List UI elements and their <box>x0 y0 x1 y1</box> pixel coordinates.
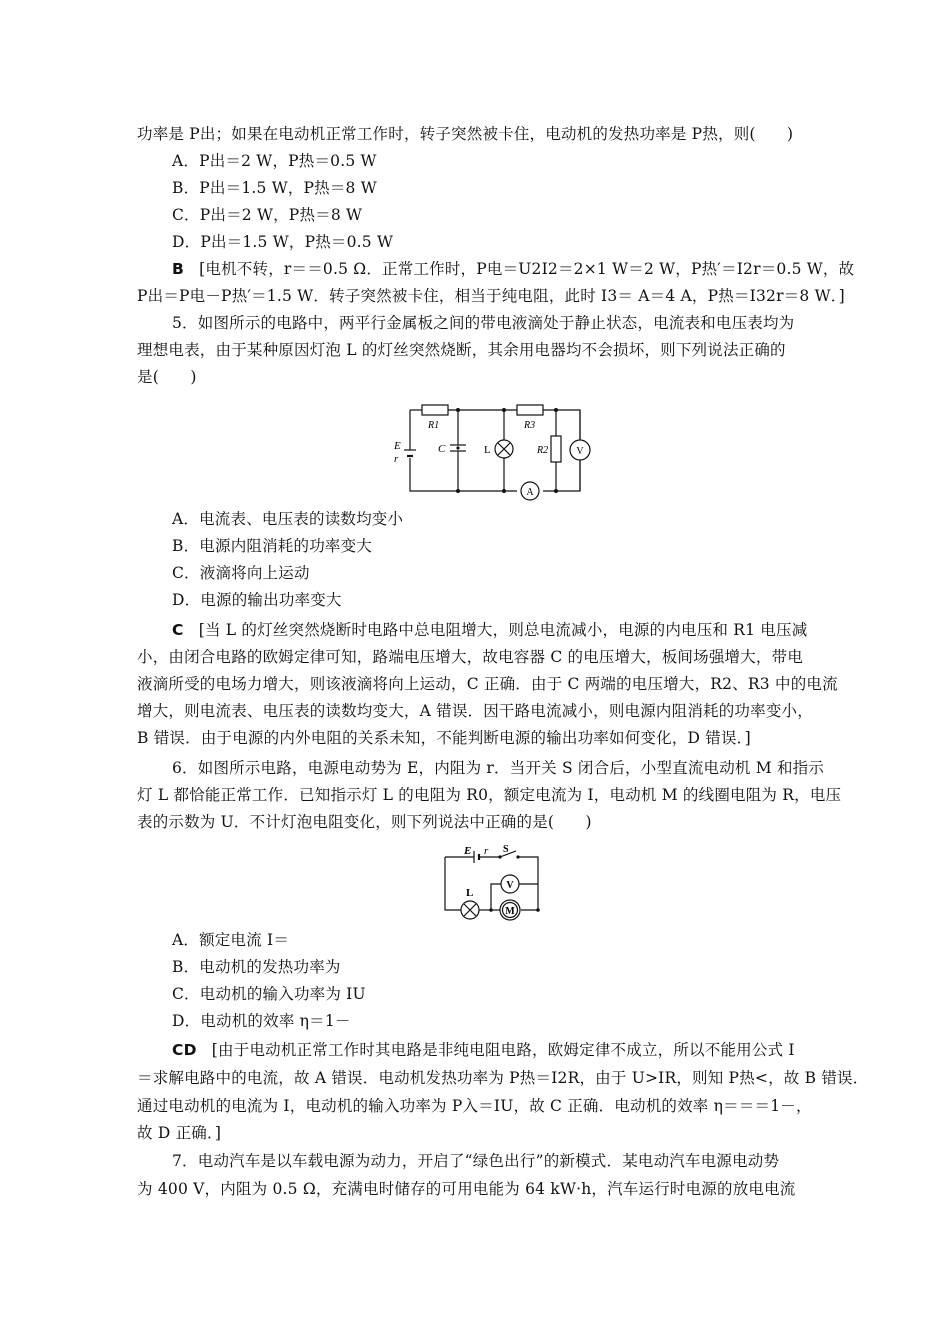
q4-option-b: B．P出＝1.5 W，P热＝8 W <box>172 179 377 197</box>
q6-stem-line-1: 6．如图所示电路，电源电动势为 E，内阻为 r．当开关 S 闭合后，小型直流电动机 M 和指示 <box>172 759 825 777</box>
q5-stem-line-1: 5．如图所示的电路中，两平行金属板之间的带电液滴处于静止状态，电流表和电压表均为 <box>172 314 795 332</box>
q5-answer <box>172 620 807 640</box>
q5-answer-line-2: 小，由闭合电路的欧姆定律可知，路端电压增大，故电容器 C 的电压增大，板间场强增大，带电 <box>137 648 804 666</box>
q5-r3-resistor <box>517 405 543 415</box>
q5-answer-letter: C <box>172 621 184 639</box>
q4-answer-line-1: [电机不转，r＝＝0.5 Ω．正常工作时，P电＝U2I2＝2×1 W＝2 W，P热′＝I2r＝0.5 W，故 <box>199 260 855 278</box>
q4-option-a: A．P出＝2 W，P热＝0.5 W <box>172 152 377 170</box>
q6-answer-line-1: [由于电动机正常工作时其电路是非纯电阻电路，欧姆定律不成立，所以不能用公式 I <box>211 1041 795 1059</box>
q7-stem-line-2: 为 400 V，内阻为 0.5 Ω，充满电时储存的可用电能为 64 kW·h，汽车运行时电源的放电电流 <box>137 1180 796 1198</box>
q5-circuit-diagram <box>380 398 600 506</box>
q5-label-v: V <box>576 446 584 457</box>
q6-circuit-diagram <box>440 842 550 926</box>
q6-answer-line-3: 通过电动机的电流为 I，电动机的输入功率为 P入＝IU，故 C 正确．电动机的效率 η＝＝＝1－， <box>137 1097 812 1115</box>
q4-answer-line-2: P出＝P电－P热′＝1.5 W．转子突然被卡住，相当于纯电阻，此时 I3＝ A＝4 A，P热＝I32r＝8 W．] <box>137 287 845 305</box>
q6-label-r: r <box>484 845 489 857</box>
q6-option-d: D．电动机的效率 η＝1－ <box>172 1012 351 1030</box>
q6-answer-line-4: 故 D 正确．] <box>137 1124 222 1142</box>
q5-label-r: r <box>394 453 399 465</box>
q5-option-c: C．液滴将向上运动 <box>172 564 310 582</box>
q7-stem-line-1: 7．电动汽车是以车载电源为动力，开启了“绿色出行”的新模式．某电动汽车电源电动势 <box>172 1152 780 1170</box>
q6-option-c: C．电动机的输入功率为 IU <box>172 985 366 1003</box>
q4-option-d: D．P出＝1.5 W，P热＝0.5 W <box>172 233 394 251</box>
q6-answer <box>172 1040 795 1060</box>
q5-answer-line-3: 液滴所受的电场力增大，则该液滴将向上运动，C 正确．由于 C 两端的电压增大，R2、R3 中的电流 <box>137 675 838 693</box>
q6-stem-line-3: 表的示数为 U．不计灯泡电阻变化，则下列说法中正确的是( ) <box>137 813 592 831</box>
q5-option-d: D．电源的输出功率变大 <box>172 591 342 609</box>
q6-stem-line-2: 灯 L 都恰能正常工作．已知指示灯 L 的电阻为 R0，额定电流为 I，电动机 M 的线圈电阻为 R，电压 <box>137 786 842 804</box>
q5-label-r2: R2 <box>537 445 549 456</box>
q6-label-l: L <box>466 887 474 899</box>
q6-option-b: B．电动机的发热功率为 <box>172 958 341 976</box>
q5-stem-line-3: 是( ) <box>137 368 197 386</box>
q5-label-e: E <box>394 440 401 452</box>
q5-r1-resistor <box>422 405 448 415</box>
q5-option-b: B．电源内阻消耗的功率变大 <box>172 537 372 555</box>
q5-answer-line-5: B 错误．由于电源的内外电阻的关系未知，不能判断电源的输出功率如何变化，D 错误．] <box>137 729 751 747</box>
q5-label-l: L <box>484 444 491 456</box>
q4-answer <box>172 259 854 279</box>
q6-label-e: E <box>464 845 472 857</box>
q4-option-c: C．P出＝2 W，P热＝8 W <box>172 206 363 224</box>
q6-label-s: S <box>503 844 509 855</box>
q5-label-a: A <box>526 487 534 498</box>
q5-option-a: A．电流表、电压表的读数均变小 <box>172 510 404 528</box>
q5-stem-line-2: 理想电表，由于某种原因灯泡 L 的灯丝突然烧断，其余用电器均不会损坏，则下列说法正确的 <box>137 341 786 359</box>
q6-label-v: V <box>506 880 514 891</box>
q5-answer-line-1: [当 L 的灯丝突然烧断时电路中总电阻增大，则总电流减小，电源的内电压和 R1 电压减 <box>198 621 808 639</box>
q5-label-r3: R3 <box>524 420 536 431</box>
q6-answer-letter: CD <box>172 1041 197 1059</box>
q6-answer-line-2: ＝求解电路中的电流，故 A 错误．电动机发热功率为 P热＝I2R，由于 U>IR，则知 P热<，故 B 错误． <box>137 1069 869 1087</box>
q6-label-m: M <box>505 906 515 917</box>
q5-answer-line-4: 增大，则电流表、电压表的读数均变大，A 错误．因干路电流减小，则电源内阻消耗的功率变小， <box>137 702 813 720</box>
q4-answer-letter: B <box>172 260 185 278</box>
q5-label-c: C <box>438 443 446 455</box>
q4-stem-line: 功率是 P出；如果在电动机正常工作时，转子突然被卡住，电动机的发热功率是 P热，则( ) <box>137 125 794 143</box>
q6-option-a: A．额定电流 I＝ <box>172 931 290 949</box>
q5-label-r1: R1 <box>428 420 440 431</box>
